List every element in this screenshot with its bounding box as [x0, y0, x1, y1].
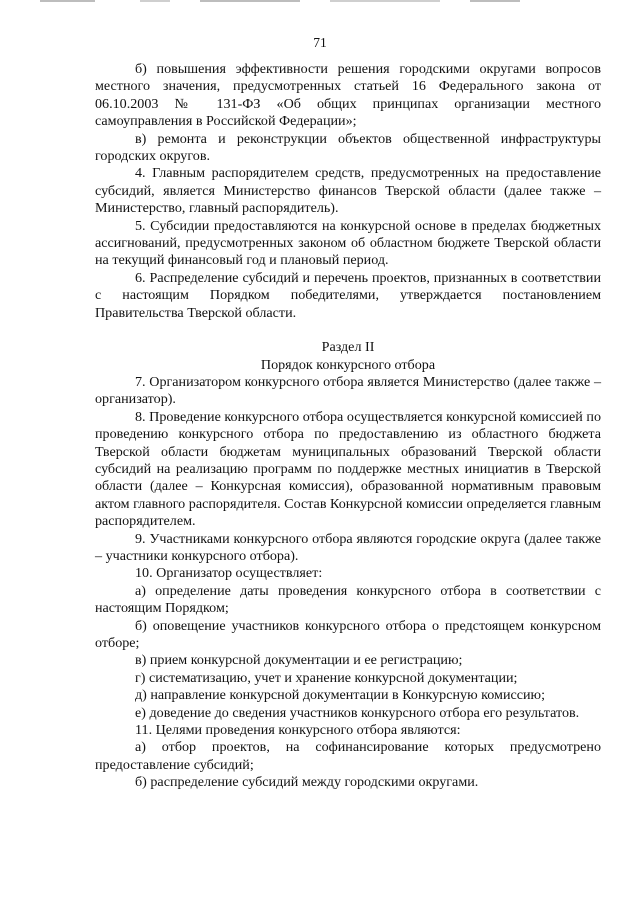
- paragraph-3b: б) повышения эффективности решения городскими округами вопросов местного значения, предусмотренных статьей 16 Федерального закона от 06.10.2003 № 131-ФЗ «Об общих принципах организации местного самоуправления в Российской Федерации»;: [95, 61, 601, 130]
- paragraph-4: 4. Главным распорядителем средств, предусмотренных на предоставление субсидий, является Министерство финансов Тверской области (далее также – Министерство, главный распорядитель).: [95, 165, 601, 217]
- paragraph-11: 11. Целями проведения конкурсного отбора являются:: [135, 722, 461, 739]
- paragraph-10: 10. Организатор осуществляет:: [135, 565, 323, 582]
- paragraph-10a: а) определение даты проведения конкурсного отбора в соответствии с настоящим Порядком;: [95, 582, 601, 617]
- scan-top-edge: [0, 0, 640, 2]
- paragraph-6: 6. Распределение субсидий и перечень проектов, признанных в соответствии с настоящим Порядком победителями, утверждается постановлением Правительства Тверской области.: [95, 269, 601, 321]
- paragraph-7: 7. Организатором конкурсного отбора является Министерство (далее также – организатор).: [95, 373, 601, 408]
- section-heading: Раздел II: [321, 339, 375, 356]
- paragraph-9: 9. Участниками конкурсного отбора являются городские округа (далее также – участники конкурсного отбора).: [95, 530, 601, 564]
- paragraph-10d: д) направление конкурсной документации в Конкурсную комиссию;: [135, 687, 545, 704]
- paragraph-11a: а) отбор проектов, на софинансирование которых предусмотрено предоставление субсидий;: [95, 739, 601, 773]
- paragraph-11b: б) распределение субсидий между городскими округами.: [135, 774, 479, 791]
- page-number: 71: [313, 35, 327, 50]
- paragraph-3v: в) ремонта и реконструкции объектов общественной инфраструктуры городских округов.: [95, 130, 601, 165]
- paragraph-8: 8. Проведение конкурсного отбора осуществляется конкурсной комиссией по проведению конкурсного отбора по предоставлению из областного бюджета Тверской области бюджетам муниципальных образований Тверской области субсидий на реализацию программ по поддержке местных инициатив в Тверской области (далее – Конкурсная комиссия), образованной нормативным правовым актом главного распорядителя. Состав Конкурсной комиссии определяется главным распорядителем.: [95, 408, 601, 530]
- paragraph-10e: е) доведение до сведения участников конкурсного отбора его результатов.: [135, 704, 580, 721]
- paragraph-10b: б) оповещение участников конкурсного отбора о предстоящем конкурсном отборе;: [95, 617, 601, 651]
- document-body: [95, 61, 601, 792]
- paragraph-5: 5. Субсидии предоставляются на конкурсной основе в пределах бюджетных ассигнований, предусмотренных законом об областном бюджете Тверской области на текущий финансовый год и плановый период.: [95, 217, 601, 269]
- section-title: Порядок конкурсного отбора: [260, 356, 436, 373]
- paragraph-10v: в) прием конкурсной документации и ее регистрацию;: [135, 652, 463, 669]
- paragraph-10g: г) систематизацию, учет и хранение конкурсной документации;: [135, 669, 518, 686]
